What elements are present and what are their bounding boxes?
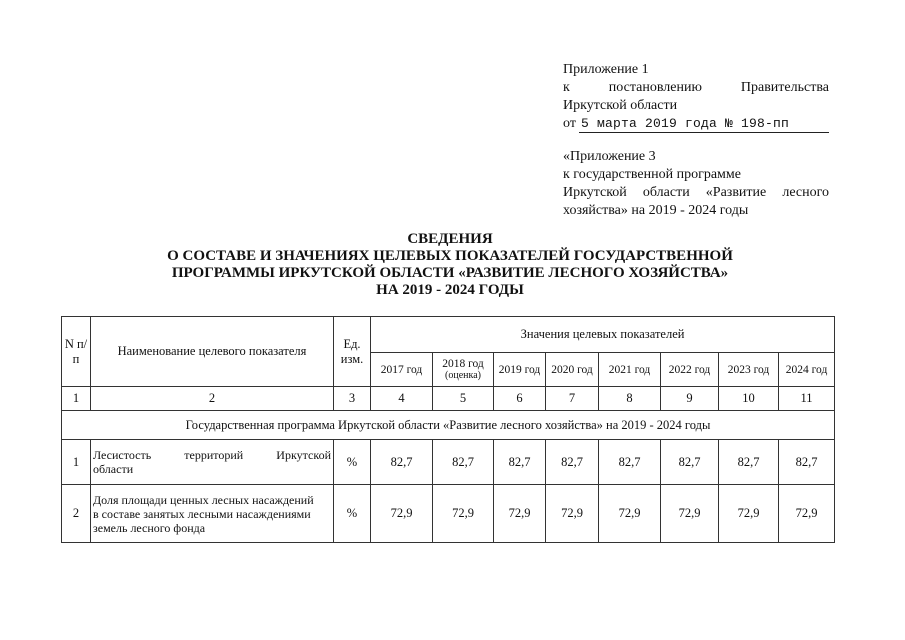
indicator-name-line: Лесистость территорий Иркутской	[93, 448, 331, 462]
header-num: N п/п	[62, 317, 91, 387]
header-year	[494, 353, 546, 387]
value-cell: 82,7	[719, 440, 779, 485]
appendix-3-line: к государственной программе	[563, 167, 741, 182]
date-value: 5 марта 2019 года № 198-пп	[579, 116, 829, 133]
column-number: 11	[779, 387, 835, 411]
column-number: 10	[719, 387, 779, 411]
year-label: 2019 год	[498, 363, 541, 376]
unit: %	[334, 440, 371, 485]
row-num: 2	[62, 485, 91, 543]
value-cell: 72,9	[433, 485, 494, 543]
title-line: НА 2019 - 2024 ГОДЫ	[376, 282, 524, 298]
appendix-1-block	[563, 61, 829, 133]
year-note: (оценка)	[445, 370, 481, 381]
indicators-table	[61, 316, 835, 543]
year-label: 2017 год	[380, 363, 423, 376]
appendix-3-line: «Приложение 3	[563, 149, 656, 164]
header-year	[546, 353, 599, 387]
unit: %	[334, 485, 371, 543]
year-label: 2024 год	[785, 363, 828, 376]
table-row	[62, 485, 835, 543]
column-number: 3	[334, 387, 371, 411]
header-year	[719, 353, 779, 387]
indicator-name-line: в составе занятых лесными насаждениями	[93, 506, 311, 521]
value-cell: 72,9	[371, 485, 433, 543]
header-year	[661, 353, 719, 387]
indicator-name	[91, 440, 334, 485]
year-label: 2021 год	[608, 363, 651, 376]
appendix-3-block	[563, 148, 829, 220]
indicator-name-line: Доля площади ценных лесных насаждений	[93, 492, 314, 507]
word: постановлению	[608, 80, 702, 95]
value-cell: 72,9	[494, 485, 546, 543]
appendix-3-line: Иркутской области «Развитие лесного	[563, 185, 829, 200]
value-cell: 72,9	[546, 485, 599, 543]
column-number: 7	[546, 387, 599, 411]
value-cell: 82,7	[599, 440, 661, 485]
header-year	[433, 353, 494, 387]
header-year	[371, 353, 433, 387]
column-number: 6	[494, 387, 546, 411]
value-cell: 82,7	[371, 440, 433, 485]
document-title	[140, 231, 760, 299]
section-title: Государственная программа Иркутской области «Развитие лесного хозяйства» на 2019 - 2024 годы	[62, 411, 835, 440]
appendix-3-line: хозяйства» на 2019 - 2024 годы	[563, 203, 749, 218]
appendix-1-reference	[563, 79, 829, 97]
value-cell: 82,7	[546, 440, 599, 485]
title-line: О СОСТАВЕ И ЗНАЧЕНИЯХ ЦЕЛЕВЫХ ПОКАЗАТЕЛЕЙ ГОСУДАРСТВЕННОЙ	[167, 248, 733, 264]
value-cell: 82,7	[661, 440, 719, 485]
appendix-1-title: Приложение 1	[563, 62, 649, 77]
date-prefix: от	[563, 116, 576, 131]
year-label: 2023 год	[727, 363, 770, 376]
year-label: 2020 год	[551, 363, 593, 376]
header-name: Наименование целевого показателя	[91, 317, 334, 387]
table-row	[62, 440, 835, 485]
value-cell: 82,7	[779, 440, 835, 485]
value-cell: 82,7	[433, 440, 494, 485]
column-number: 1	[62, 387, 91, 411]
year-label: 2022 год	[668, 363, 711, 376]
title-line: СВЕДЕНИЯ	[407, 231, 493, 247]
value-cell: 72,9	[779, 485, 835, 543]
column-number: 5	[433, 387, 494, 411]
indicator-name	[91, 485, 334, 543]
value-cell: 82,7	[494, 440, 546, 485]
column-number: 8	[599, 387, 661, 411]
word: Правительства	[740, 80, 829, 95]
indicator-name-line: области	[93, 462, 134, 476]
header-year	[779, 353, 835, 387]
column-number: 4	[371, 387, 433, 411]
header-year	[599, 353, 661, 387]
column-number: 2	[91, 387, 334, 411]
header-unit: Ед. изм.	[334, 317, 371, 387]
appendix-1-date-line	[563, 115, 829, 133]
indicator-name-line: земель лесного фонда	[93, 520, 206, 535]
value-cell: 72,9	[661, 485, 719, 543]
appendix-1-region: Иркутской области	[563, 98, 678, 113]
row-num: 1	[62, 440, 91, 485]
column-number: 9	[661, 387, 719, 411]
value-cell: 72,9	[719, 485, 779, 543]
header-values-group: Значения целевых показателей	[371, 317, 835, 353]
word: к	[563, 80, 570, 95]
title-line: ПРОГРАММЫ ИРКУТСКОЙ ОБЛАСТИ «РАЗВИТИЕ ЛЕСНОГО ХОЗЯЙСТВА»	[171, 265, 729, 281]
year-label: 2018 год	[442, 358, 484, 370]
value-cell: 72,9	[599, 485, 661, 543]
